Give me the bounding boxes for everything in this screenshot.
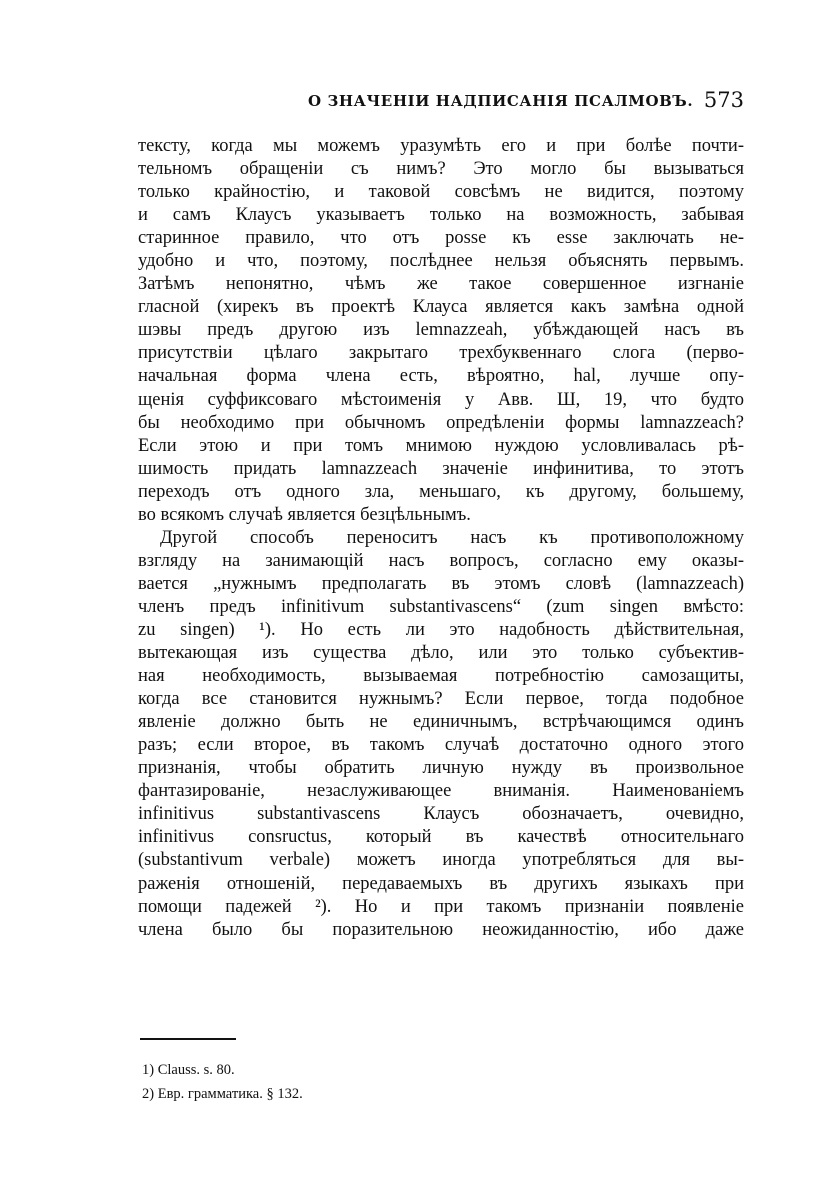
footnotes [142, 1058, 742, 1106]
text-line: во всякомъ случаѣ является безцѣльнымъ. [138, 504, 471, 525]
footnote-text: Clauss. s. 80. [157, 1062, 235, 1078]
text-line: взгляду на занимающій насъ вопросъ, согласно ему оказы- [138, 550, 744, 571]
text-line: члена было бы поразительною неожиданностію, ибо даже [138, 919, 744, 940]
text-line: фантазированіе, незаслуживающее вниманія. Наименованіемъ [138, 781, 744, 802]
text-line: раженія отношеній, передаваемыхъ въ другихъ языкахъ при [138, 873, 744, 894]
text-line: Затѣмъ непонятно, чѣмъ же такое совершенное изгнаніе [138, 274, 744, 295]
body-text [138, 135, 744, 942]
footnote-marker: 2) [142, 1086, 155, 1102]
text-line: членъ предъ infinitivum substantivascens“ (zum singen вмѣсто: [138, 596, 744, 617]
text-line: zu singen) ¹). Но есть ли это надобность дѣйствительная, [138, 619, 744, 640]
text-line: разъ; если второе, въ такомъ случаѣ достаточно одного этого [138, 735, 744, 756]
text-line: шэвы предъ другою изъ lemnazzeah, убѣждающей насъ въ [138, 320, 744, 341]
running-title: О ЗНАЧЕНІИ НАДПИСАНІЯ ПСАЛМОВЪ. [308, 92, 694, 110]
text-line: ная необходимость, вызываемая потребностію самозащиты, [138, 666, 744, 687]
footnote-divider [140, 1038, 236, 1040]
footnote-text: Евр. грамматика. § 132. [157, 1086, 303, 1102]
text-line: гласной (хирекъ въ проектѣ Клауса является какъ замѣна одной [138, 297, 744, 318]
text-line: infinitivus consructus, который въ качествѣ относительнаго [138, 827, 744, 848]
footnote [142, 1082, 742, 1106]
text-line: вытекающая изъ существа дѣло, или это только субъектив- [138, 643, 744, 664]
text-line: щенія суффиксоваго мѣстоименія у Авв. Ш, 19, что будто [138, 389, 744, 410]
text-line: помощи падежей ²). Но и при такомъ признаніи появленіе [138, 896, 744, 917]
text-line: и самъ Клаусъ указываетъ только на возможность, забывая [138, 205, 744, 226]
text-line: начальная форма члена есть, вѣроятно, hal, лучше опу- [138, 366, 744, 387]
page-number: 573 [703, 88, 744, 112]
text-line: бы необходимо при обычномъ опредѣленіи формы lamnazzeach? [138, 412, 744, 433]
text-line: когда все становится нужнымъ? Если первое, тогда подобное [138, 689, 744, 710]
text-line: переходъ отъ одного зла, меньшаго, къ другому, большему, [138, 481, 744, 502]
text-line: явленіе должно быть не единичнымъ, встрѣчающимся одинъ [138, 712, 744, 733]
text-line: только крайностію, и таковой совсѣмъ не видится, поэтому [138, 182, 744, 203]
text-line: присутствіи цѣлаго закрытаго трехбуквеннаго слога (перво- [138, 343, 744, 364]
text-line: infinitivus substantivascens Клаусъ обозначаетъ, очевидно, [138, 804, 744, 825]
text-line: тельномъ обращеніи съ нимъ? Это могло бы вызываться [138, 159, 744, 180]
text-line: признанія, чтобы обратить личную нужду въ произвольное [138, 758, 744, 779]
text-line: Если этою и при томъ мнимою нуждою условливалась рѣ- [138, 435, 744, 456]
text-line: Другой способъ переноситъ насъ къ противоположному [160, 527, 744, 548]
text-line: тексту, когда мы можемъ уразумѣть его и при болѣе почти- [138, 136, 744, 156]
text-line: старинное правило, что отъ posse къ esse заключать не- [138, 228, 744, 249]
page-header [138, 88, 744, 118]
text-line: вается „нужнымъ предполагать въ этомъ словѣ (lamnazzeach) [138, 573, 744, 594]
footnote-marker: 1) [142, 1062, 155, 1078]
text-line: (substantivum verbale) можетъ иногда употребляться для вы- [138, 850, 744, 871]
text-line: шимость придать lamnazzeach значеніе инфинитива, то этотъ [138, 458, 744, 479]
text-line: удобно и что, поэтому, послѣднее нельзя объяснять первымъ. [138, 251, 744, 272]
footnote [142, 1058, 742, 1082]
